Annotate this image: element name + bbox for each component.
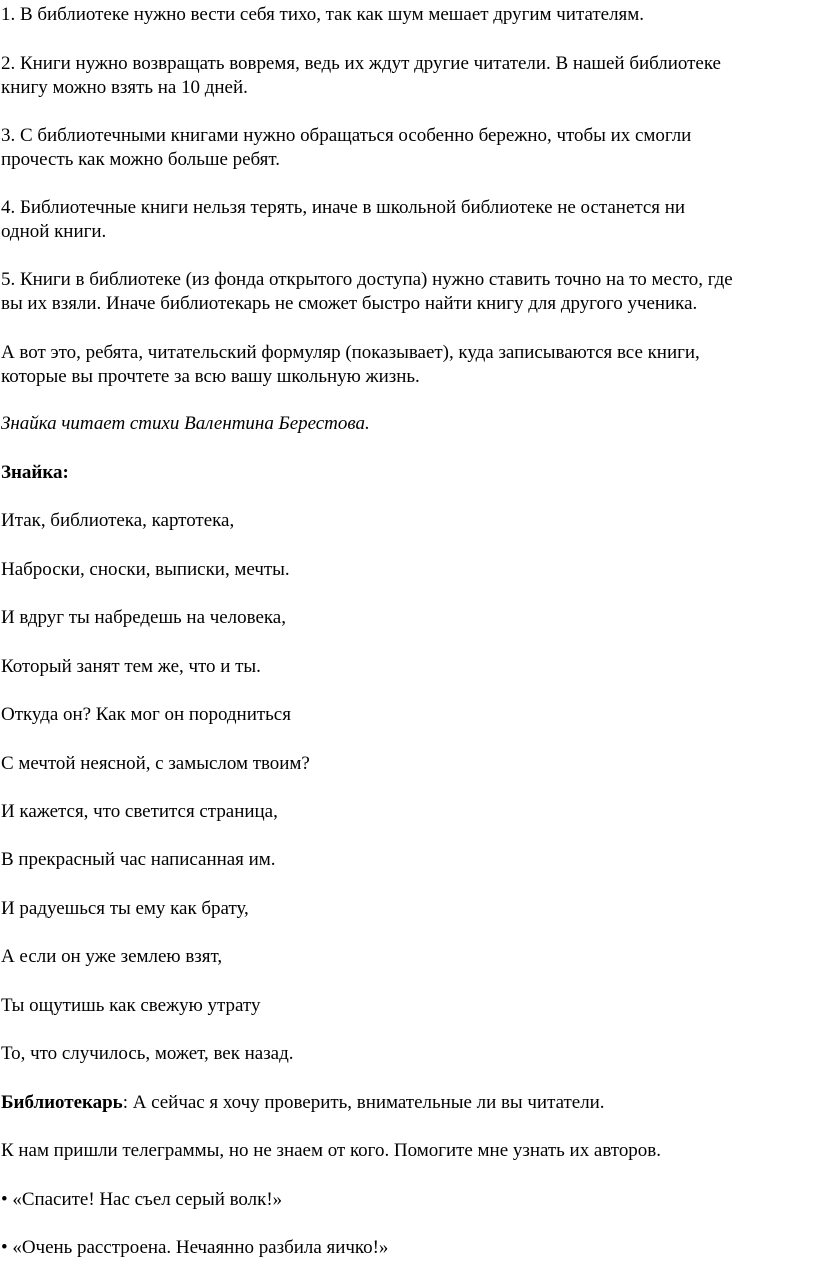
rule-4-line-1: 4. Библиотечные книги нельзя терять, иначе в школьной библиотеке не останется ни (1, 197, 686, 218)
formulary-line-2: которые вы прочтете за всю вашу школьную жизнь. (1, 366, 420, 387)
rule-3-line-2: прочесть как можно больше ребят. (1, 149, 280, 170)
librarian-text: : А сейчас я хочу проверить, внимательные ли вы читатели. (122, 1092, 605, 1113)
poem-line-2: Наброски, сноски, выписки, мечты. (1, 559, 290, 580)
poem-line-4: Который занят тем же, что и ты. (1, 656, 261, 677)
poem-line-5: Откуда он? Как мог он породниться (1, 704, 291, 725)
poem-line-8: В прекрасный час написанная им. (1, 849, 276, 870)
poem-line-11: Ты ощутишь как свежую утрату (1, 995, 261, 1016)
rule-2-line-1: 2. Книги нужно возвращать вовремя, ведь их ждут другие читатели. В нашей библиотеке (1, 53, 721, 74)
poem-line-9: И радуешься ты ему как брату, (1, 898, 249, 919)
poem-line-10: А если он уже землею взят, (1, 946, 223, 967)
rule-5-line-2: вы их взяли. Иначе библиотекарь не сможет быстро найти книгу для другого ученика. (1, 293, 698, 314)
poem-line-12: То, что случилось, может, век назад. (1, 1043, 294, 1064)
poem-line-7: И кажется, что светится страница, (1, 801, 278, 822)
poem-line-6: С мечтой неясной, с замыслом твоим? (1, 753, 310, 774)
speaker-label: Знайка: (1, 462, 69, 483)
rule-4-line-2: одной книги. (1, 221, 107, 242)
rule-3-line-1: 3. С библиотечными книгами нужно обращаться особенно бережно, чтобы их смогли (1, 125, 692, 146)
librarian-line (1, 1091, 813, 1115)
stage-direction: Знайка читает стихи Валентина Берестова. (1, 413, 370, 434)
poem-line-1: Итак, библиотека, картотека, (1, 510, 235, 531)
rule-1-line-1: 1. В библиотеке нужно вести себя тихо, так как шум мешает другим читателям. (1, 4, 644, 25)
poem-line-3: И вдруг ты набредешь на человека, (1, 607, 286, 628)
telegram-item-2: • «Очень расстроена. Нечаянно разбила яичко!» (1, 1237, 389, 1258)
formulary-line-1: А вот это, ребята, читательский формуляр (показывает), куда записываются все книги, (1, 342, 700, 363)
telegram-intro: К нам пришли телеграммы, но не знаем от кого. Помогите мне узнать их авторов. (1, 1140, 661, 1161)
rule-2-line-2: книгу можно взять на 10 дней. (1, 77, 248, 98)
telegram-item-1: • «Спасите! Нас съел серый волк!» (1, 1189, 283, 1210)
rule-5-line-1: 5. Книги в библиотеке (из фонда открытого доступа) нужно ставить точно на то место, где (1, 269, 733, 290)
librarian-label: Библиотекарь (1, 1092, 123, 1113)
